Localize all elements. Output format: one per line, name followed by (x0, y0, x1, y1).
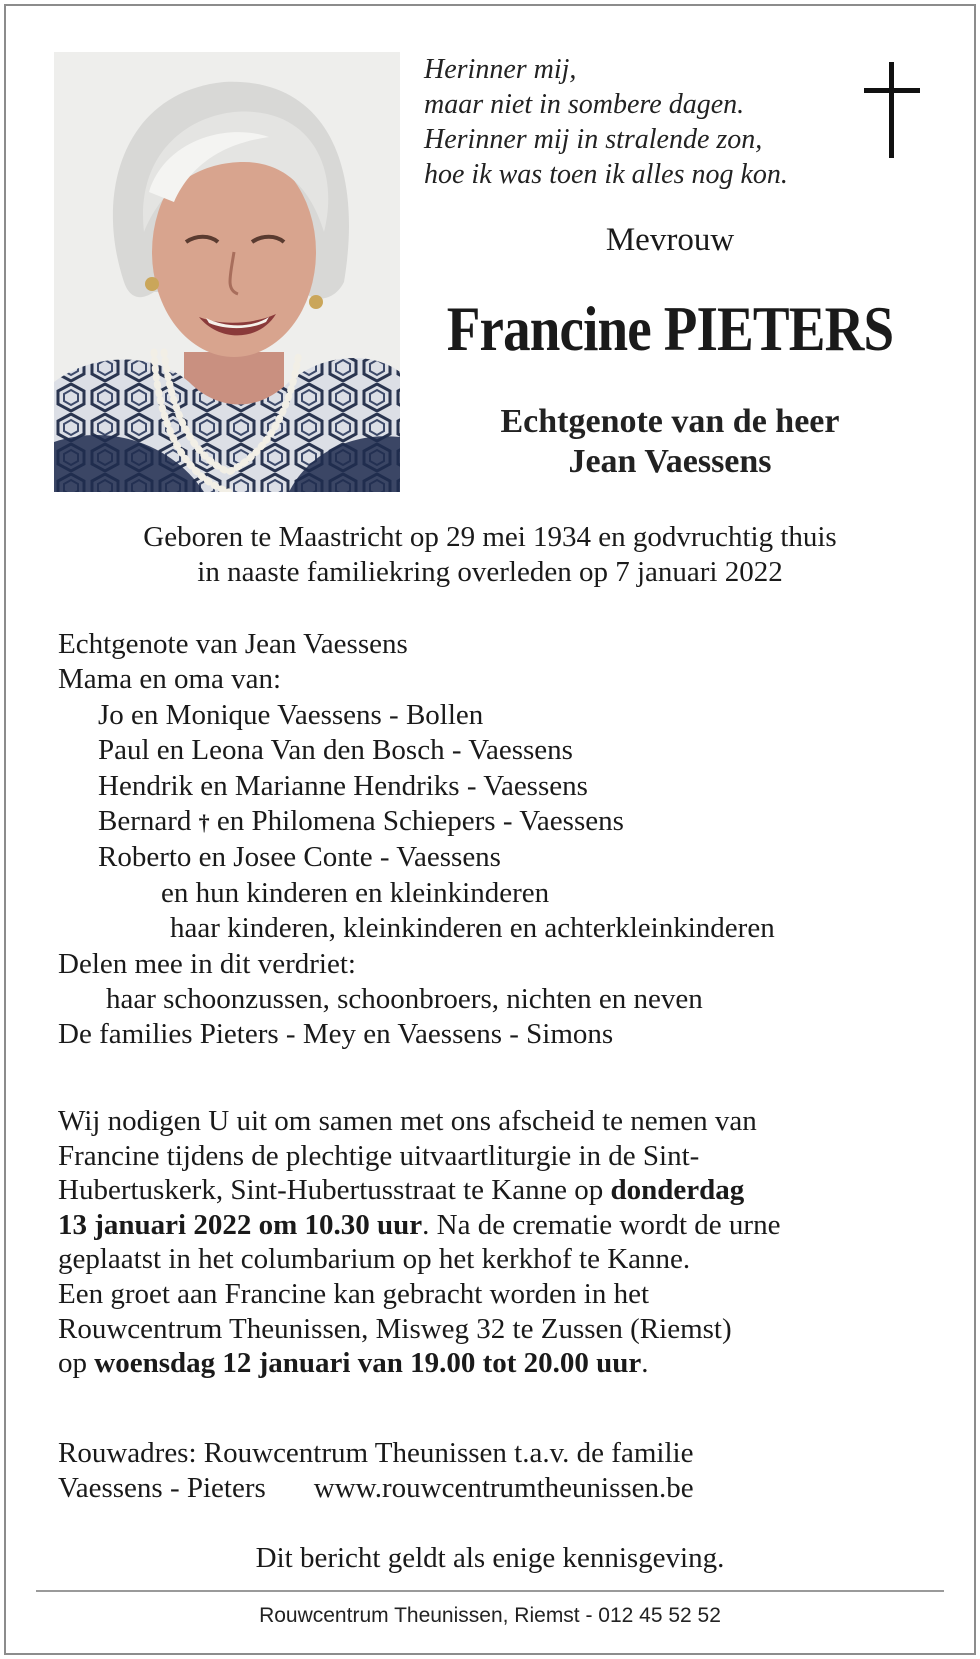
invite-line: Rouwcentrum Theunissen, Misweg 32 te Zussen (Riemst) (58, 1312, 732, 1345)
descendants-line: haar kinderen, kleinkinderen en achterkleinkinderen (170, 912, 775, 945)
birth-death-statement (30, 520, 950, 590)
funeral-day: donderdag (610, 1174, 745, 1207)
bernard-rest: en Philomena Schiepers - Vaessens (216, 805, 624, 838)
address-line (58, 1471, 694, 1506)
visitation-datetime: woensdag 12 januari van 19.00 tot 20.00 uur (94, 1347, 642, 1380)
list-item: Roberto en Josee Conte - Vaessens (98, 841, 501, 874)
footer-contact: Rouwcentrum Theunissen, Riemst - 012 45 52 52 (259, 1604, 721, 1627)
invite-text: . Na de crematie wordt de urne (422, 1208, 781, 1241)
spouse-name: Jean Vaessens (568, 443, 772, 480)
list-item: Paul en Leona Van den Bosch - Vaessens (98, 734, 573, 767)
deceased-name: Francine PIETERS (446, 293, 894, 364)
bernard-name: Bernard (98, 805, 192, 838)
funeral-invitation (58, 1104, 918, 1381)
invite-line: Francine tijdens de plechtige uitvaartliturgie in de Sint- (58, 1139, 700, 1172)
deceased-cross-mark: † (198, 810, 210, 836)
family-name: Vaessens - Pieters (58, 1472, 266, 1504)
in-laws-line: haar schoonzussen, schoonbroers, nichten en neven (106, 983, 703, 1016)
spouse-heading (400, 402, 940, 482)
invite-line: Een groet aan Francine kan gebracht worden in het (58, 1277, 650, 1310)
list-item (58, 804, 775, 840)
portrait-photo (54, 52, 400, 492)
notice-text: Dit bericht geldt als enige kennisgeving. (255, 1542, 725, 1574)
invite-line: geplaatst in het columbarium op het kerkhof te Kanne. (58, 1243, 691, 1276)
grandchildren-line: en hun kinderen en kleinkinderen (161, 876, 550, 909)
invite-line (58, 1208, 918, 1243)
families-line: De families Pieters - Mey en Vaessens - Simons (58, 1018, 614, 1051)
poem-line: maar niet in sombere dagen. (424, 89, 745, 120)
invite-text: op (58, 1347, 95, 1380)
family-spouse: Echtgenote van Jean Vaessens (58, 628, 408, 660)
funeral-datetime: 13 januari 2022 om 10.30 uur (58, 1208, 423, 1241)
share-intro: Delen mee in dit verdriet: (58, 947, 356, 980)
invite-line (58, 1173, 918, 1208)
birth-line: Geboren te Maastricht op 29 mei 1934 en godvruchtig thuis (143, 521, 837, 553)
list-item: Jo en Monique Vaessens - Bollen (98, 698, 484, 731)
invite-line: Wij nodigen U uit om samen met ons afscheid te nemen van (58, 1105, 757, 1137)
divider (36, 1590, 944, 1592)
poem-line: hoe ik was toen ik alles nog kon. (424, 159, 788, 190)
address-line: Rouwadres: Rouwcentrum Theunissen t.a.v. de familie (58, 1437, 694, 1469)
list-item: Hendrik en Marianne Hendriks - Vaessens (98, 769, 588, 802)
invite-text: . (641, 1347, 649, 1380)
spouse-line: Echtgenote van de heer (500, 403, 840, 440)
death-line: in naaste familiekring overleden op 7 januari 2022 (197, 556, 783, 588)
website-link[interactable]: www.rouwcentrumtheunissen.be (313, 1472, 694, 1504)
invite-text: Hubertuskerk, Sint-Hubertusstraat te Kanne op (58, 1174, 611, 1207)
invite-line (58, 1346, 918, 1381)
poem-line: Herinner mij in stralende zon, (424, 124, 763, 155)
children-intro: Mama en oma van: (58, 663, 282, 696)
honorific: Mevrouw (605, 222, 735, 258)
family-list (58, 627, 775, 1053)
latin-cross-icon (864, 62, 920, 158)
poem-line: Herinner mij, (424, 54, 577, 85)
mourning-address (58, 1436, 694, 1506)
memorial-poem (424, 52, 844, 192)
